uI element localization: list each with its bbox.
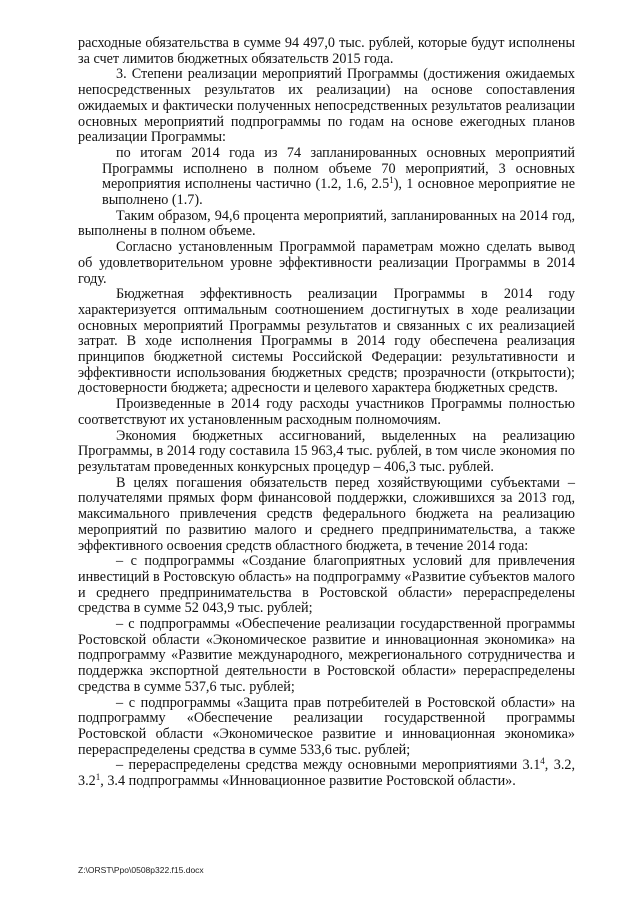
redistribution-text-2: , 3.2, 3.2 [78, 757, 576, 790]
document-file-path: Z:\ORST\Ppo\0508p322.f15.docx [78, 865, 204, 875]
results-text-end: ), 1 основное мероприятие не выполнено (1.7). [102, 176, 575, 209]
paragraph-budget-efficiency: Бюджетная эффективность реализации Программы в 2014 году характеризуется оптимальным соотношением достигнутых в ходе реализации основных мероприятий Программы результатов и связанных с их реализацией затрат. В ходе исполнения Программы в 2014 году обеспечена реализация принципов бюджетной системы Российской Федерации: результативности и эффективности использования бюджетных средств; прозрачности (открытости); достоверности бюджета; адресности и целевого характера бюджетных средств. [78, 286, 575, 397]
paragraph-savings: Экономия бюджетных ассигнований, выделенных на реализацию Программы, в 2014 году составила 15 963,4 тыс. рублей, в том числе экономия по результатам проведенных конкурсных процедур – 406,3 тыс. рублей. [78, 427, 575, 475]
paragraph-obligations: В целях погашения обязательств перед хозяйствующими субъектами – получателями прямых форм финансовой поддержки, сложившихся за 2013 год, максимального привлечения средств федерального бюджета на реализацию мероприятий по развитию малого и среднего предпринимательства, а также эффективного освоения средств областного бюджета, в течение 2014 года: [78, 474, 575, 554]
footnote-marker: 4 [540, 756, 545, 767]
paragraph-percent-completed: Таким образом, 94,6 процента мероприятий, запланированных на 2014 год, выполнены в полном объеме. [78, 207, 575, 240]
list-item-redistribution-3: – с подпрограммы «Защита прав потребителей в Ростовской области» на подпрограмму «Обеспечение реализации государственной программы Ростовской области «Экономическое развитие и инновационная экономика» перераспределены средства в сумме 533,6 тыс. рублей; [78, 694, 575, 758]
footnote-marker: 1 [95, 772, 101, 783]
paragraph-criterion-3: 3. Степени реализации мероприятий Программы (достижения ожидаемых непосредственных результатов их реализации) на основе сопоставления ожидаемых и фактически полученных непосредственных результатов реализации основных мероприятий подпрограммы по годам на основе ежегодных планов реализации Программы: [78, 66, 575, 146]
paragraph-expenses-compliance: Произведенные в 2014 году расходы участников Программы полностью соответствуют их установленным расходным полномочиям. [78, 396, 575, 428]
list-item-redistribution-1: – с подпрограммы «Создание благоприятных условий для привлечения инвестиций в Ростовскую область» на подпрограмму «Развитие субъектов малого и среднего предпринимательства в Ростовской области» перераспределены средства в сумме 52 043,9 тыс. рублей; [78, 553, 575, 617]
paragraph-results-2014 [102, 146, 575, 209]
document-body [78, 36, 575, 790]
results-text-start: по итогам 2014 года из 74 запланированных основных мероприятий Программы исполнено в полном объеме 70 мероприятий, 3 основных мероприятия исполнены частично (1.2, 1.6, 2.5 [102, 144, 575, 193]
redistribution-text-3: , 3.4 подпрограммы «Инновационное развитие Ростовской области». [100, 773, 516, 790]
footnote-marker: 1 [389, 175, 394, 186]
list-item-redistribution-4 [78, 758, 575, 789]
paragraph-efficiency-conclusion: Согласно установленным Программой параметрам можно сделать вывод об удовлетворительном уровне эффективности реализации Программы в 2014 году. [78, 239, 575, 287]
paragraph-carryover: расходные обязательства в сумме 94 497,0 тыс. рублей, которые будут исполнены за счет лимитов бюджетных обязательств 2015 года. [78, 35, 575, 67]
redistribution-text-1: – перераспределены средства между основными мероприятиями 3.1 [116, 757, 541, 774]
list-item-redistribution-2: – с подпрограммы «Обеспечение реализации государственной программы Ростовской области «Экономическое развитие и инновационная экономика» на подпрограмму «Развитие международного, межрегионального сотрудничества и поддержка экспортной деятельности в Ростовской области» перераспределены средства в сумме 537,6 тыс. рублей; [78, 616, 575, 695]
